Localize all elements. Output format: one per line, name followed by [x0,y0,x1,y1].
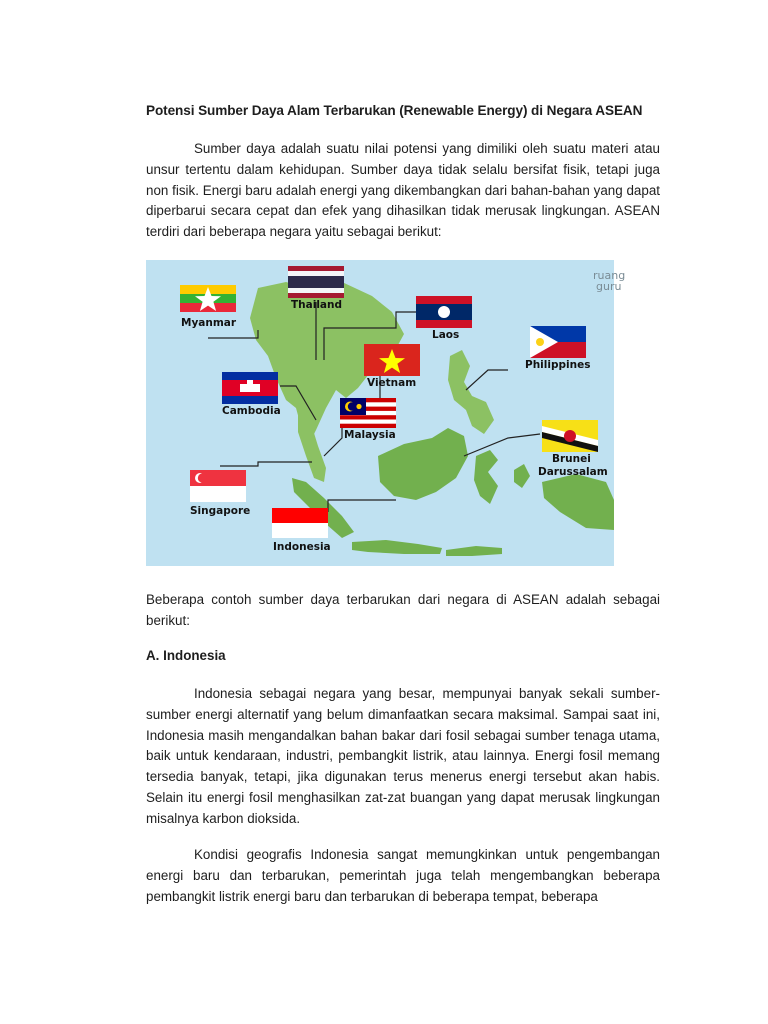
intro-paragraph-text: Sumber daya adalah suatu nilai potensi yang dimiliki oleh suatu materi atau unsur tertentu dalam kehidupan. Sumber daya tidak selalu bersifat fisik, tetapi juga non fisik. Energi baru adalah energi yang dikembangkan dari bahan-bahan yang dapat diperbarui secara cepat dan efek yang dihasilkan tidak merusak lingkungan. ASEAN terdiri dari beberapa negara yaitu sebagai berikut: [146,141,660,240]
philippines-flag [530,326,586,358]
document-title: Potensi Sumber Daya Alam Terbarukan (Renewable Energy) di Negara ASEAN [146,103,643,118]
label-laos: Laos [432,329,460,341]
label-singapore: Singapore [190,505,251,517]
watermark-line1: ruang [593,269,626,282]
label-myanmar: Myanmar [181,317,237,329]
label-vietnam: Vietnam [367,377,417,389]
label-philippines: Philippines [525,359,591,371]
label-brunei-line2: Darussalam [538,466,608,478]
section-a-paragraph-2-text: Kondisi geografis Indonesia sangat memungkinkan untuk pengembangan energi baru dan terbarukan, pemerintah juga telah mengembangkan beberapa pembangkit listrik energi baru dan terbarukan di beberapa tempat, beberapa [146,847,660,904]
section-a-heading: A. Indonesia [146,648,226,663]
intro-paragraph [146,139,660,243]
cambodia-flag [222,372,278,404]
label-malaysia: Malaysia [344,429,396,441]
label-thailand: Thailand [291,299,342,311]
label-indonesia: Indonesia [273,541,331,553]
asean-map-illustration [146,260,626,566]
myanmar-flag [180,285,236,312]
label-cambodia: Cambodia [222,405,281,417]
thailand-flag [288,266,344,298]
singapore-flag [190,470,246,502]
section-a-paragraph-1 [146,684,660,830]
watermark-line2: guru [596,280,622,293]
brunei-flag [542,420,598,452]
section-a-paragraph-1-text: Indonesia sebagai negara yang besar, mempunyai banyak sekali sumber-sumber energi alternatif yang belum dimanfaatkan secara maksimal. Sampai saat ini, Indonesia masih mengandalkan bahan bakar dari fosil sebagai sumber tenaga utama, baik untuk kendaraan, industri, pembangkit listrik, atau lainnya. Energi fosil memang tersedia banyak, tetapi, jika digunakan terus menerus energi tersebut akan habis. Selain itu energi fosil menghasilkan zat-zat buangan yang dapat merusak lingkungan misalnya karbon dioksida. [146,686,660,826]
vietnam-flag [364,344,420,376]
asean-map [146,260,626,566]
after-map-paragraph: Beberapa contoh sumber daya terbarukan dari negara di ASEAN adalah sebagai berikut: [146,592,660,628]
laos-flag [416,296,472,328]
section-a-paragraph-2 [146,845,660,907]
malaysia-flag [340,398,396,428]
label-brunei-line1: Brunei [552,453,591,465]
indonesia-flag [272,508,328,538]
